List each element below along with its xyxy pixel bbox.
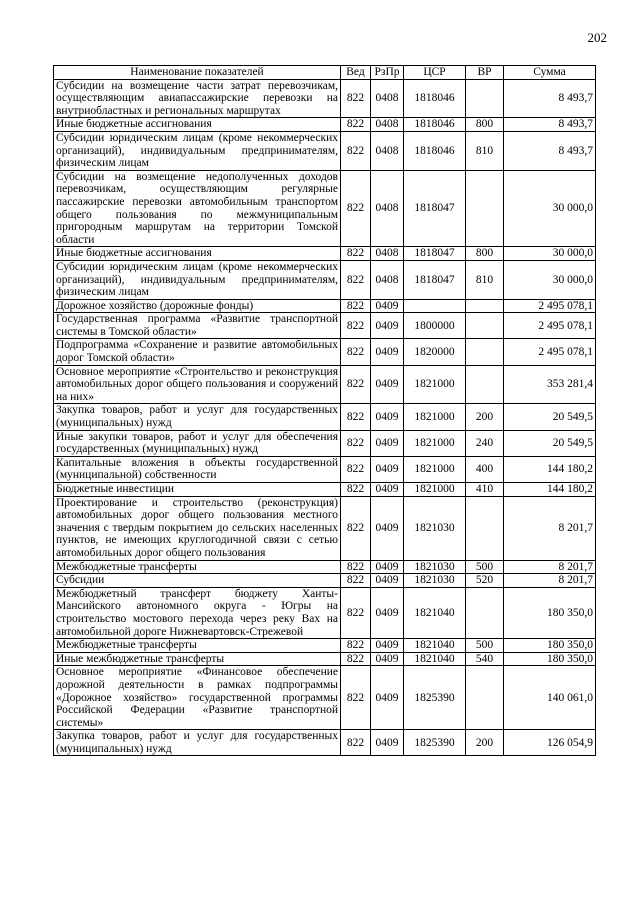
table-row [54, 666, 596, 730]
page-number: 202 [587, 30, 607, 45]
cell-ved: 822 [341, 483, 371, 497]
cell-csr [404, 299, 466, 313]
cell-rzpr: 0409 [371, 456, 404, 482]
cell-name: Иные бюджетные ассигнования [54, 118, 341, 132]
cell-name: Подпрограмма «Сохранение и развитие автомобильных дорог Томской области» [54, 339, 341, 365]
cell-csr: 1821040 [404, 652, 466, 666]
cell-name: Основное мероприятие «Финансовое обеспечение дорожной деятельности в рамках подпрограммы «Дорожное хозяйство» государственной программы Российской Федерации «Развитие транспортной системы» [54, 666, 341, 730]
cell-sum: 144 180,2 [504, 456, 596, 482]
cell-vr: 810 [466, 131, 504, 170]
cell-rzpr: 0409 [371, 666, 404, 730]
cell-name: Межбюджетный трансферт бюджету Ханты-Мансийского автономного округа - Югры на строительство мостового перехода через реку Вах на автомобильной дороге Нижневартовск-Стрежевой [54, 587, 341, 638]
cell-ved: 822 [341, 260, 371, 299]
header-row [54, 66, 596, 80]
table-row [54, 170, 596, 247]
cell-sum: 8 201,7 [504, 574, 596, 588]
cell-csr: 1825390 [404, 730, 466, 756]
cell-sum: 20 549,5 [504, 404, 596, 430]
cell-name: Иные межбюджетные трансферты [54, 652, 341, 666]
header-sum: Сумма [504, 66, 596, 80]
cell-rzpr: 0408 [371, 170, 404, 247]
cell-name: Субсидии на возмещение части затрат перевозчикам, осуществляющим авиапассажирские перевозки на внутриобластных и региональных маршрутах [54, 79, 341, 118]
cell-csr: 1821000 [404, 404, 466, 430]
cell-name: Закупка товаров, работ и услуг для государственных (муниципальных) нужд [54, 730, 341, 756]
cell-csr: 1821000 [404, 430, 466, 456]
cell-ved: 822 [341, 170, 371, 247]
cell-rzpr: 0409 [371, 313, 404, 339]
cell-csr: 1821030 [404, 574, 466, 588]
cell-vr [466, 365, 504, 404]
cell-ved: 822 [341, 247, 371, 261]
table-row [54, 365, 596, 404]
cell-name: Иные бюджетные ассигнования [54, 247, 341, 261]
cell-csr: 1821030 [404, 496, 466, 560]
cell-vr [466, 313, 504, 339]
cell-rzpr: 0409 [371, 574, 404, 588]
cell-sum: 126 054,9 [504, 730, 596, 756]
cell-csr: 1818046 [404, 79, 466, 118]
table-row [54, 118, 596, 132]
cell-ved: 822 [341, 339, 371, 365]
cell-name: Субсидии [54, 574, 341, 588]
cell-name: Бюджетные инвестиции [54, 483, 341, 497]
cell-csr: 1818047 [404, 260, 466, 299]
header-rzpr: РзПр [371, 66, 404, 80]
cell-vr [466, 299, 504, 313]
cell-sum: 180 350,0 [504, 652, 596, 666]
table-row [54, 404, 596, 430]
cell-name: Государственная программа «Развитие транспортной системы в Томской области» [54, 313, 341, 339]
cell-rzpr: 0408 [371, 118, 404, 132]
cell-vr: 810 [466, 260, 504, 299]
cell-sum: 180 350,0 [504, 587, 596, 638]
cell-ved: 822 [341, 652, 371, 666]
cell-vr: 410 [466, 483, 504, 497]
cell-sum: 144 180,2 [504, 483, 596, 497]
cell-name: Закупка товаров, работ и услуг для государственных (муниципальных) нужд [54, 404, 341, 430]
cell-csr: 1821040 [404, 639, 466, 653]
cell-vr [466, 339, 504, 365]
cell-name: Субсидии юридическим лицам (кроме некоммерческих организаций), индивидуальным предпринимателям, физическим лицам [54, 131, 341, 170]
header-vr: ВР [466, 66, 504, 80]
cell-vr: 800 [466, 247, 504, 261]
cell-csr: 1818046 [404, 131, 466, 170]
cell-name: Дорожное хозяйство (дорожные фонды) [54, 299, 341, 313]
cell-vr: 240 [466, 430, 504, 456]
cell-csr: 1821030 [404, 560, 466, 574]
cell-rzpr: 0409 [371, 404, 404, 430]
cell-ved: 822 [341, 430, 371, 456]
cell-rzpr: 0409 [371, 639, 404, 653]
cell-sum: 353 281,4 [504, 365, 596, 404]
cell-sum: 2 495 078,1 [504, 299, 596, 313]
cell-csr: 1818047 [404, 170, 466, 247]
cell-sum: 8 493,7 [504, 131, 596, 170]
cell-csr: 1821000 [404, 456, 466, 482]
cell-vr [466, 666, 504, 730]
cell-rzpr: 0408 [371, 131, 404, 170]
cell-sum: 8 201,7 [504, 496, 596, 560]
cell-name: Иные закупки товаров, работ и услуг для обеспечения государственных (муниципальных) нужд [54, 430, 341, 456]
table-row [54, 574, 596, 588]
table-row [54, 560, 596, 574]
cell-sum: 30 000,0 [504, 170, 596, 247]
header-name: Наименование показателей [54, 66, 341, 80]
table-row [54, 730, 596, 756]
table-row [54, 313, 596, 339]
cell-sum: 8 493,7 [504, 118, 596, 132]
cell-sum: 20 549,5 [504, 430, 596, 456]
cell-ved: 822 [341, 313, 371, 339]
table-row [54, 496, 596, 560]
table-row [54, 131, 596, 170]
cell-name: Межбюджетные трансферты [54, 639, 341, 653]
cell-sum: 30 000,0 [504, 247, 596, 261]
cell-ved: 822 [341, 365, 371, 404]
table-row [54, 79, 596, 118]
cell-name: Субсидии на возмещение недополученных доходов перевозчикам, осуществляющим регулярные пассажирские перевозки автомобильным транспортом общего пользования по межмуниципальным пригородным маршрутам на территории Томской области [54, 170, 341, 247]
cell-rzpr: 0409 [371, 339, 404, 365]
cell-rzpr: 0409 [371, 483, 404, 497]
cell-ved: 822 [341, 560, 371, 574]
cell-sum: 2 495 078,1 [504, 339, 596, 365]
cell-rzpr: 0408 [371, 247, 404, 261]
table-row [54, 339, 596, 365]
cell-name: Капитальные вложения в объекты государственной (муниципальной) собственности [54, 456, 341, 482]
cell-sum: 8 493,7 [504, 79, 596, 118]
cell-sum: 30 000,0 [504, 260, 596, 299]
cell-vr [466, 170, 504, 247]
cell-ved: 822 [341, 574, 371, 588]
cell-vr: 540 [466, 652, 504, 666]
table-row [54, 483, 596, 497]
cell-ved: 822 [341, 730, 371, 756]
cell-ved: 822 [341, 131, 371, 170]
cell-rzpr: 0409 [371, 430, 404, 456]
cell-sum: 140 061,0 [504, 666, 596, 730]
table-row [54, 456, 596, 482]
cell-rzpr: 0408 [371, 260, 404, 299]
cell-sum: 8 201,7 [504, 560, 596, 574]
header-ved: Вед [341, 66, 371, 80]
cell-sum: 2 495 078,1 [504, 313, 596, 339]
cell-vr [466, 587, 504, 638]
cell-ved: 822 [341, 496, 371, 560]
cell-name: Основное мероприятие «Строительство и реконструкция автомобильных дорог общего пользования и сооружений на них» [54, 365, 341, 404]
cell-rzpr: 0408 [371, 79, 404, 118]
budget-table [53, 65, 596, 756]
table-row [54, 299, 596, 313]
table-row [54, 260, 596, 299]
cell-rzpr: 0409 [371, 730, 404, 756]
cell-vr: 500 [466, 560, 504, 574]
cell-vr: 520 [466, 574, 504, 588]
cell-csr: 1820000 [404, 339, 466, 365]
cell-ved: 822 [341, 587, 371, 638]
cell-sum: 180 350,0 [504, 639, 596, 653]
header-csr: ЦСР [404, 66, 466, 80]
cell-rzpr: 0409 [371, 365, 404, 404]
table-header [54, 66, 596, 80]
cell-vr: 400 [466, 456, 504, 482]
cell-csr: 1821000 [404, 365, 466, 404]
cell-ved: 822 [341, 118, 371, 132]
cell-ved: 822 [341, 456, 371, 482]
cell-rzpr: 0409 [371, 652, 404, 666]
table-row [54, 639, 596, 653]
cell-name: Межбюджетные трансферты [54, 560, 341, 574]
cell-rzpr: 0409 [371, 496, 404, 560]
table-row [54, 652, 596, 666]
cell-ved: 822 [341, 666, 371, 730]
cell-csr: 1818046 [404, 118, 466, 132]
cell-vr: 200 [466, 730, 504, 756]
cell-ved: 822 [341, 639, 371, 653]
cell-name: Субсидии юридическим лицам (кроме некоммерческих организаций), индивидуальным предпринимателям, физическим лицам [54, 260, 341, 299]
cell-ved: 822 [341, 299, 371, 313]
cell-rzpr: 0409 [371, 587, 404, 638]
cell-csr: 1821040 [404, 587, 466, 638]
table-body [54, 79, 596, 756]
table-row [54, 247, 596, 261]
table-row [54, 430, 596, 456]
cell-rzpr: 0409 [371, 560, 404, 574]
table-row [54, 587, 596, 638]
cell-vr: 500 [466, 639, 504, 653]
cell-vr [466, 79, 504, 118]
cell-ved: 822 [341, 79, 371, 118]
cell-name: Проектирование и строительство (реконструкция) автомобильных дорог общего пользования местного значения с твердым покрытием до сельских населенных пунктов, не имеющих круглогодичной связи с сетью автомобильных дорог общего пользования [54, 496, 341, 560]
cell-csr: 1821000 [404, 483, 466, 497]
cell-ved: 822 [341, 404, 371, 430]
cell-vr [466, 496, 504, 560]
cell-rzpr: 0409 [371, 299, 404, 313]
cell-csr: 1818047 [404, 247, 466, 261]
cell-csr: 1800000 [404, 313, 466, 339]
cell-vr: 200 [466, 404, 504, 430]
cell-csr: 1825390 [404, 666, 466, 730]
cell-vr: 800 [466, 118, 504, 132]
